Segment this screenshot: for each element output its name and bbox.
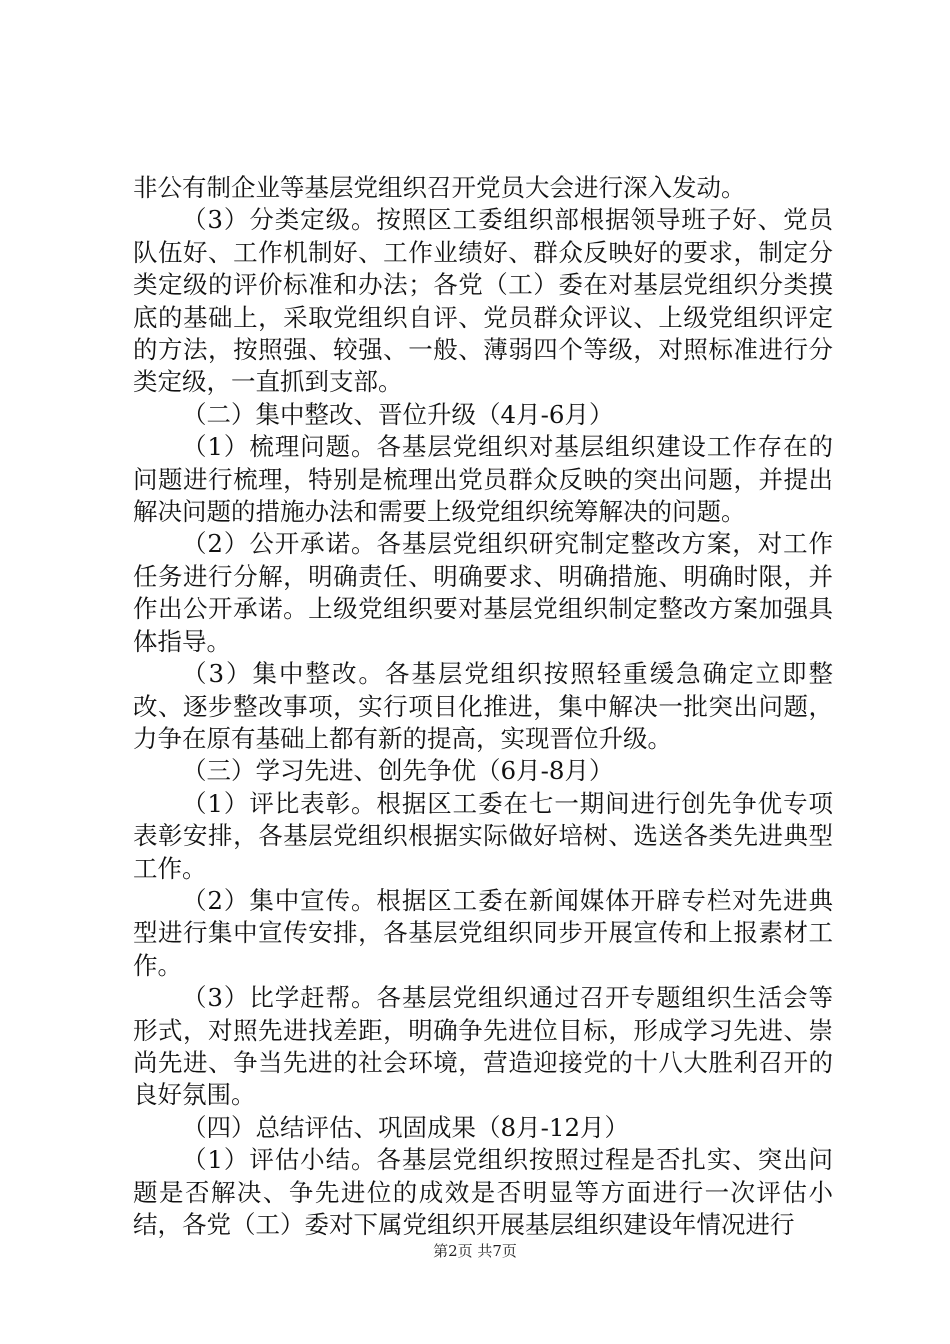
section-heading: （三）学习先进、创先争优（6月-8月） xyxy=(182,756,614,786)
paragraph: （1）评比表彰。根据区工委在七一期间进行创先争优专项表彰安排，各基层党组织根据实际做好培树、选送各类先进典型工作。 xyxy=(133,788,833,883)
paragraph: （3）比学赶帮。各基层党组织通过召开专题组织生活会等形式，对照先进找差距，明确争先进位目标，形成学习先进、崇尚先进、争当先进的社会环境，营造迎接党的十八大胜利召开的良好氛围。 xyxy=(133,983,833,1110)
paragraph: （3）分类定级。按照区工委组织部根据领导班子好、党员队伍好、工作机制好、工作业绩好、群众反映好的要求，制定分类定级的评价标准和办法；各党（工）委在对基层党组织分类摸底的基础上，采取党组织自评、党员群众评议、上级党组织评定的方法，按照强、较强、一般、薄弱四个等级，对照标准进行分类定级，一直抓到支部。 xyxy=(133,205,833,397)
page-number-footer: 第2页 共7页 xyxy=(433,1242,517,1260)
paragraph: （2）集中宣传。根据区工委在新闻媒体开辟专栏对先进典型进行集中宣传安排，各基层党组织同步开展宣传和上报素材工作。 xyxy=(133,885,833,980)
paragraph: （2）公开承诺。各基层党组织研究制定整改方案，对工作任务进行分解，明确责任、明确要求、明确措施、明确时限，并作出公开承诺。上级党组织要对基层党组织制定整改方案加强具体指导。 xyxy=(133,529,833,656)
document-body xyxy=(133,172,833,1241)
paragraph: 非公有制企业等基层党组织召开党员大会进行深入发动。 xyxy=(133,173,746,202)
paragraph: （1）梳理问题。各基层党组织对基层组织建设工作存在的问题进行梳理，特别是梳理出党员群众反映的突出问题，并提出解决问题的措施办法和需要上级党组织统筹解决的问题。 xyxy=(133,432,833,527)
paragraph: （3）集中整改。各基层党组织按照轻重缓急确定立即整改、逐步整改事项，实行项目化推进，集中解决一批突出问题，力争在原有基础上都有新的提高，实现晋位升级。 xyxy=(133,659,833,753)
section-heading: （四）总结评估、巩固成果（8月-12月） xyxy=(182,1112,630,1142)
section-heading: （二）集中整改、晋位升级（4月-6月） xyxy=(182,399,614,429)
paragraph: （1）评估小结。各基层党组织按照过程是否扎实、突出问题是否解决、争先进位的成效是否明显等方面进行一次评估小结，各党（工）委对下属党组织开展基层组织建设年情况进行 xyxy=(133,1145,833,1239)
